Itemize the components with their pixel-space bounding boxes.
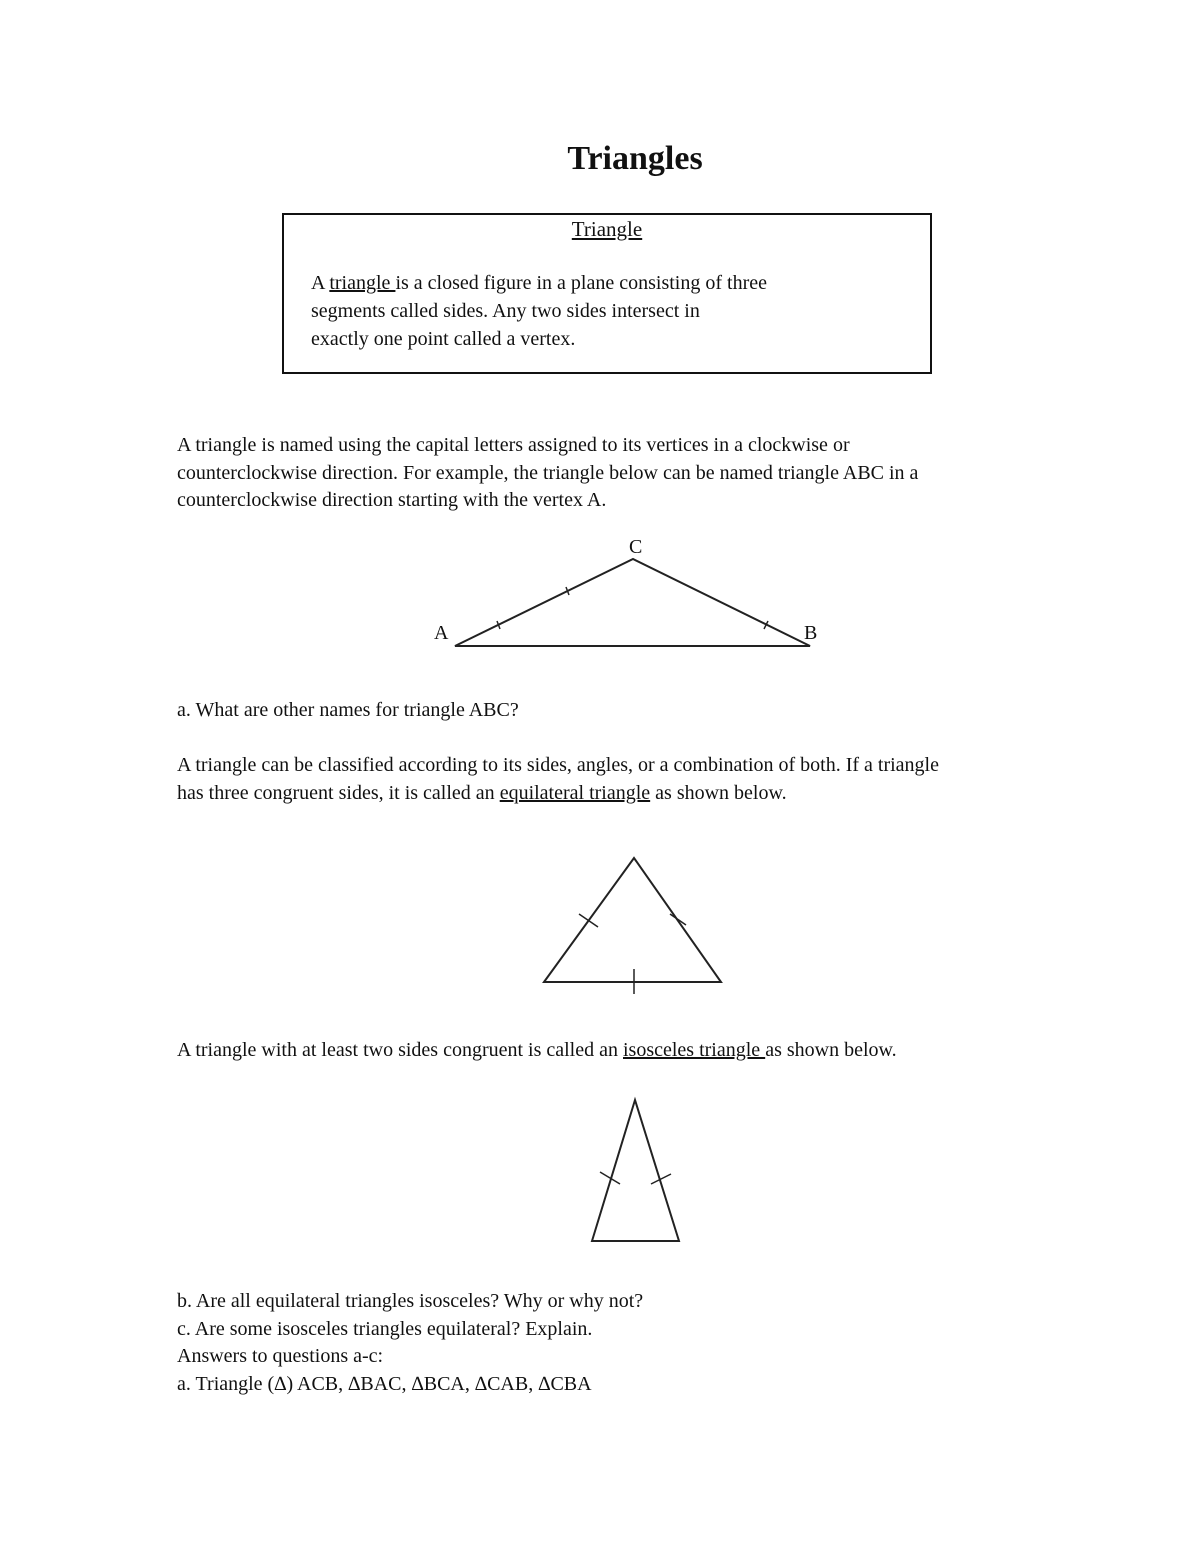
equilateral-triangle-outline <box>544 858 721 982</box>
isosceles-end: as shown below. <box>765 1039 897 1061</box>
classification-line-1: A triangle can be classified according to its sides, angles, or a combination of both. If a triangle <box>177 754 939 776</box>
classification-line-2 <box>177 780 1097 808</box>
isosceles-triangle-outline <box>592 1100 679 1241</box>
isosceles-triangle-diagram <box>570 1088 695 1254</box>
definition-box <box>282 213 932 374</box>
naming-line-2: counterclockwise direction. For example, the triangle below can be named triangle ABC in a <box>177 461 919 484</box>
equilateral-tick-right <box>670 914 686 925</box>
equilateral-triangle-figure <box>510 836 760 1006</box>
page-title: Triangles <box>567 140 703 177</box>
definition-heading: Triangle <box>571 217 643 241</box>
definition-line-1 <box>311 269 871 297</box>
isosceles-start: A triangle with at least two sides congruent is called an <box>177 1039 623 1061</box>
naming-line-1: A triangle is named using the capital letters assigned to its vertices in a clockwise or <box>177 434 850 456</box>
triangle-abc-figure <box>407 513 861 668</box>
vertex-label-a: A <box>434 622 449 644</box>
equilateral-tick-left <box>579 914 598 927</box>
classification-line-2-start: has three congruent sides, it is called an <box>177 781 500 804</box>
definition-line-1-rest: is a closed figure in a plane consisting of three <box>395 272 767 294</box>
equilateral-term: equilateral triangle <box>499 781 651 804</box>
isosceles-term: isosceles triangle <box>623 1039 766 1061</box>
question-b: b. Are all equilateral triangles isosceles? Why or why not? <box>177 1290 644 1312</box>
definition-prefix: A <box>311 272 330 294</box>
answers-heading: Answers to questions a-c: <box>177 1345 384 1367</box>
classification-line-2-end: as shown below. <box>650 781 787 804</box>
naming-paragraph <box>177 432 1097 515</box>
question-a: a. What are other names for triangle ABC? <box>177 699 519 721</box>
definition-text <box>311 269 871 353</box>
naming-line-3: counterclockwise direction starting with the vertex A. <box>177 489 607 511</box>
equilateral-triangle-diagram <box>510 836 760 1006</box>
definition-line-2: segments called sides. Any two sides intersect in <box>311 300 700 322</box>
questions-and-answers <box>177 1288 1097 1398</box>
triangle-abc-diagram <box>407 513 861 668</box>
question-c: c. Are some isosceles triangles equilateral? Explain. <box>177 1317 593 1340</box>
definition-line-3: exactly one point called a vertex. <box>311 328 576 350</box>
classification-paragraph <box>177 752 1097 807</box>
answer-a: a. Triangle (∆) ACB, ∆BAC, ∆BCA, ∆CAB, ∆CBA <box>177 1372 592 1395</box>
isosceles-triangle-figure <box>570 1088 695 1254</box>
isosceles-paragraph <box>177 1037 1097 1065</box>
vertex-label-c: C <box>629 536 643 558</box>
vertex-label-b: B <box>804 622 818 644</box>
definition-term: triangle <box>329 272 396 294</box>
triangle-abc-outline <box>455 559 810 646</box>
